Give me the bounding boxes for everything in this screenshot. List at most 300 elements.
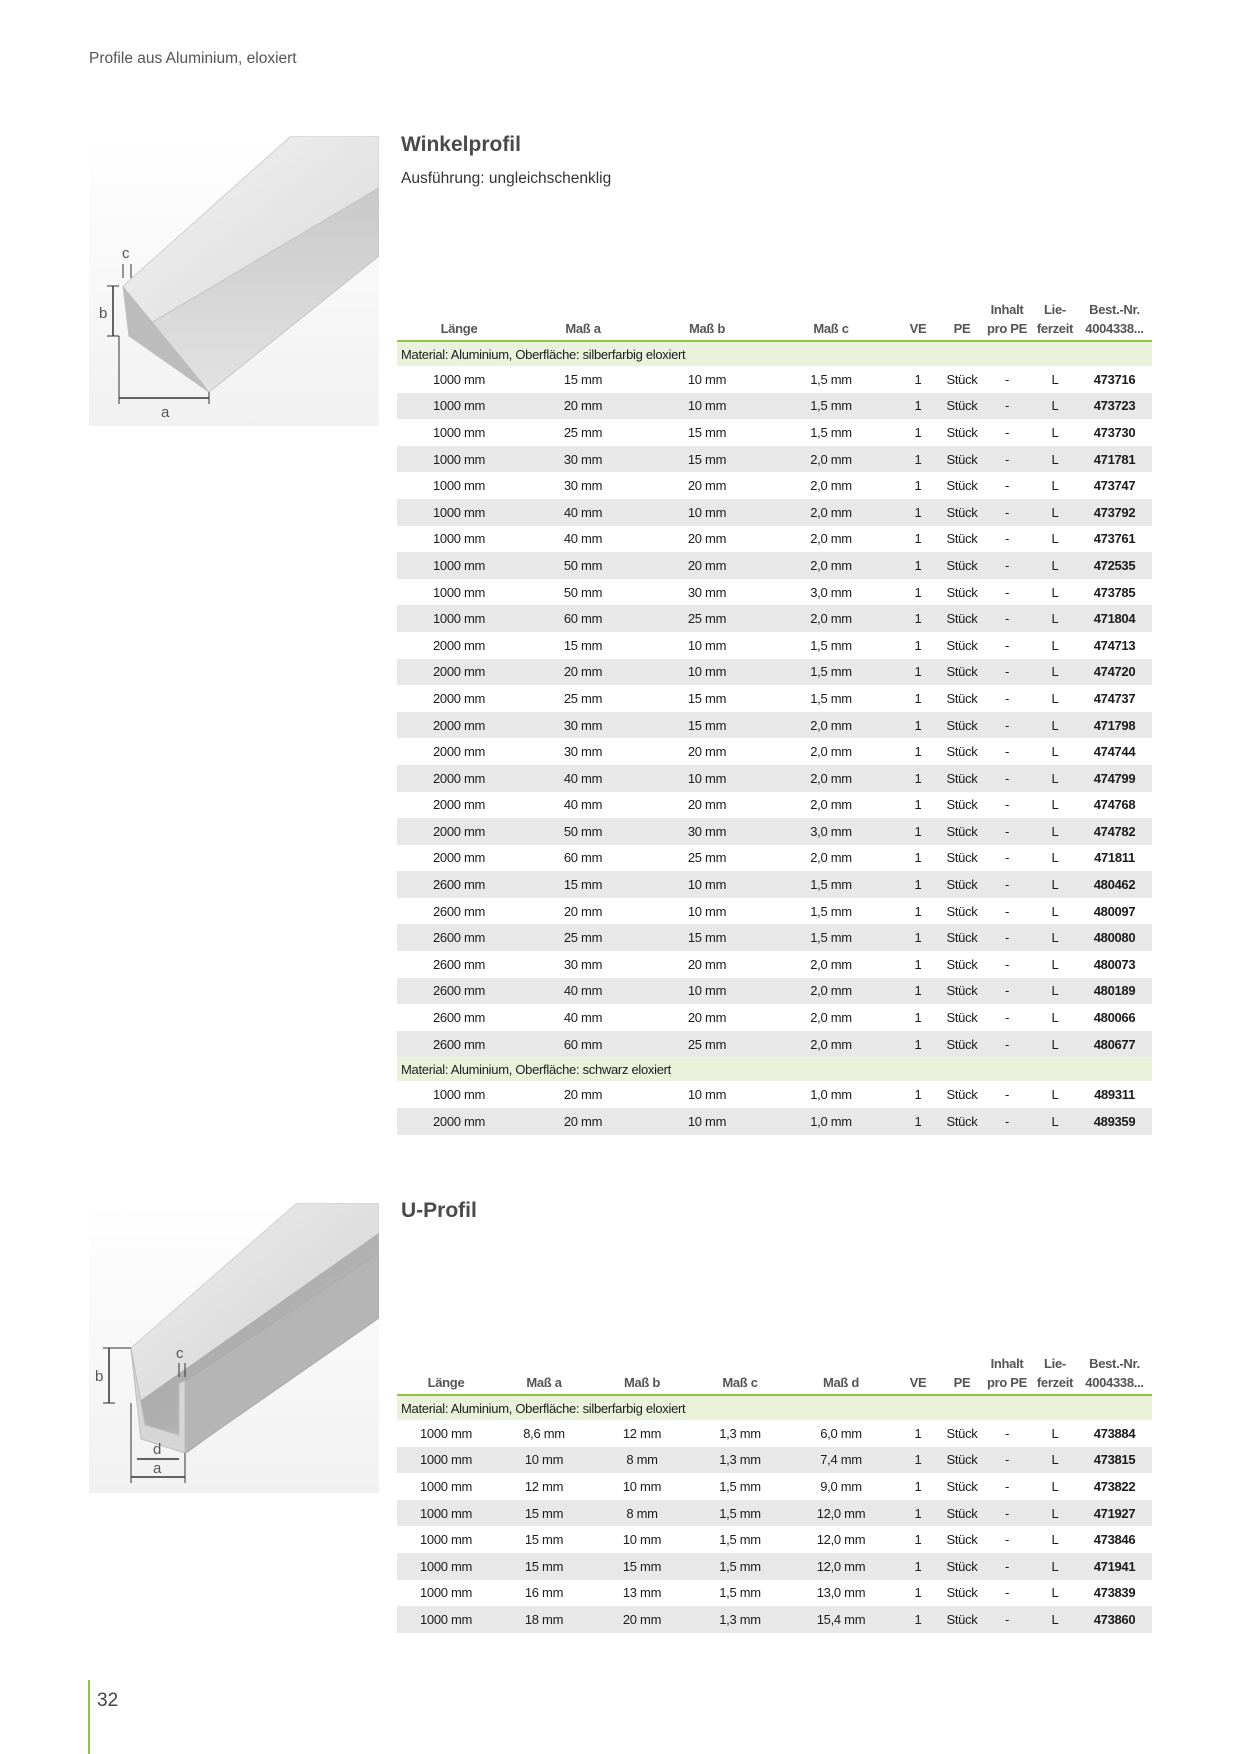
table-cell: 15 mm: [593, 1553, 691, 1580]
table-cell: 8 mm: [593, 1447, 691, 1474]
col-header-inhalt: [981, 1352, 1033, 1395]
table-cell: L: [1051, 903, 1059, 919]
table-cell: 1: [914, 1585, 922, 1601]
table-cell: 10 mm: [622, 1478, 662, 1494]
table-cell: 12,0 mm: [816, 1532, 866, 1548]
table-cell: L: [1033, 446, 1077, 473]
table-row: [397, 1526, 1152, 1553]
table-cell: 1: [914, 1425, 922, 1441]
table-cell: 15 mm: [524, 1532, 564, 1548]
table-row: [397, 605, 1152, 632]
table-row: [397, 1580, 1152, 1607]
table-cell: 1: [914, 690, 922, 706]
dim-label-a: a: [161, 404, 170, 421]
col-header-ve: VE: [893, 1352, 943, 1395]
col-header-bestnr-line1: Best.-Nr.: [1089, 1356, 1140, 1371]
col-header-lieferzeit-line1: Lie-: [1044, 1356, 1066, 1371]
table-cell: Stück: [943, 393, 981, 420]
table-cell: 1: [914, 956, 922, 972]
table-cell: 1: [914, 903, 922, 919]
order-number-cell: 473839: [1093, 1585, 1136, 1601]
col-header-laenge: Länge: [397, 1352, 495, 1395]
table-cell: L: [1033, 818, 1077, 845]
table-cell: 1,5 mm: [769, 659, 893, 686]
table-cell: 1000 mm: [397, 1447, 495, 1474]
table-cell: 1: [914, 371, 922, 387]
table-cell: 1000 mm: [397, 1553, 495, 1580]
table-cell: Stück: [946, 1087, 978, 1103]
table-cell: Stück: [943, 446, 981, 473]
table-cell: 1: [893, 1500, 943, 1527]
table-cell: -: [1004, 797, 1010, 813]
table-cell: 1: [914, 1532, 922, 1548]
order-number-cell: 473730: [1093, 424, 1136, 440]
table-row: [397, 366, 1152, 393]
running-header: Profile aus Aluminium, eloxiert: [89, 50, 297, 67]
table-row: [397, 792, 1152, 819]
dim-label-b: b: [99, 305, 108, 322]
table-cell: 1: [893, 1108, 943, 1135]
table-cell: 1: [893, 978, 943, 1005]
table-cell: Stück: [946, 744, 978, 760]
order-number-cell: 471811: [1094, 850, 1135, 866]
table-cell: 2,0 mm: [810, 1010, 852, 1026]
table-cell: 10 mm: [495, 1447, 593, 1474]
dim-label-c: c: [176, 1345, 184, 1362]
table-cell: Stück: [943, 659, 981, 686]
table-cell: -: [981, 1500, 1033, 1527]
table-cell: -: [981, 924, 1033, 951]
table-row: [397, 659, 1152, 686]
table-cell: L: [1033, 1606, 1077, 1633]
table-cell: 20 mm: [687, 478, 727, 494]
table-cell: -: [1004, 424, 1010, 440]
table-cell: L: [1051, 584, 1059, 600]
table-cell: 1: [893, 712, 943, 739]
table-cell: 60 mm: [563, 850, 603, 866]
table-cell: 15 mm: [687, 690, 727, 706]
table-cell: 30 mm: [687, 584, 727, 600]
table-cell: 20 mm: [687, 531, 727, 547]
table-cell: 10 mm: [645, 659, 769, 686]
table-cell: 2,0 mm: [810, 850, 852, 866]
table-row: [397, 898, 1152, 925]
table-cell: -: [1004, 478, 1010, 494]
order-number-cell: 473860: [1077, 1606, 1152, 1633]
table-cell: Stück: [946, 424, 978, 440]
table-cell: 12 mm: [622, 1425, 662, 1441]
table-cell: 1000 mm: [419, 1478, 473, 1494]
table-cell: Stück: [946, 850, 978, 866]
table-cell: -: [1004, 744, 1010, 760]
table-cell: 25 mm: [645, 605, 769, 632]
table-cell: 1000 mm: [432, 1087, 486, 1103]
table-row: [397, 1081, 1152, 1108]
table-cell: 2,0 mm: [769, 552, 893, 579]
table-cell: 1: [893, 446, 943, 473]
table-cell: -: [1004, 1087, 1010, 1103]
table-cell: 1: [893, 818, 943, 845]
table-cell: 1,0 mm: [810, 1087, 852, 1103]
order-number-cell: 480677: [1077, 1031, 1152, 1058]
table-cell: 12,0 mm: [789, 1553, 893, 1580]
table-cell: L: [1051, 1010, 1059, 1026]
table-cell: 2000 mm: [397, 712, 521, 739]
table-cell: -: [981, 659, 1033, 686]
table-cell: -: [981, 712, 1033, 739]
table-cell: -: [1004, 584, 1010, 600]
table-cell: 25 mm: [687, 850, 727, 866]
table-cell: 2600 mm: [397, 978, 521, 1005]
table-cell: L: [1051, 531, 1059, 547]
col-header-inhalt-line1: Inhalt: [990, 1356, 1024, 1371]
col-header-bestnr-line2: 4004338...: [1085, 321, 1144, 336]
order-number-cell: 471804: [1077, 605, 1152, 632]
col-header-mass-c: Maß c: [769, 298, 893, 341]
table-cell: 50 mm: [521, 552, 645, 579]
table-cell: 1,5 mm: [691, 1553, 789, 1580]
table-cell: L: [1033, 712, 1077, 739]
table-cell: 2,0 mm: [810, 744, 852, 760]
table-row: [397, 1108, 1152, 1135]
table-cell: 6,0 mm: [820, 1425, 862, 1441]
table-cell: 20 mm: [521, 1108, 645, 1135]
table-cell: L: [1033, 978, 1077, 1005]
order-number-cell: 480189: [1077, 978, 1152, 1005]
col-header-bestnr-line2: 4004338...: [1085, 1375, 1144, 1390]
table-cell: 9,0 mm: [820, 1478, 862, 1494]
table-cell: -: [981, 499, 1033, 526]
col-header-bestnr-line1: Best.-Nr.: [1089, 302, 1140, 317]
table-cell: 2000 mm: [432, 690, 486, 706]
table-cell: 2,0 mm: [769, 499, 893, 526]
table-cell: 15 mm: [521, 871, 645, 898]
order-number-cell: 480462: [1077, 871, 1152, 898]
table-cell: 25 mm: [563, 690, 603, 706]
table-row: [397, 1004, 1152, 1031]
table-cell: 15,4 mm: [789, 1606, 893, 1633]
material-group-label: Material: Aluminium, Oberfläche: silberfarbig eloxiert: [397, 341, 1152, 366]
table-cell: 20 mm: [687, 956, 727, 972]
table-cell: 2000 mm: [432, 744, 486, 760]
table-cell: 2600 mm: [397, 924, 521, 951]
table-cell: -: [981, 1031, 1033, 1058]
table-cell: 1: [893, 765, 943, 792]
table-cell: 10 mm: [687, 637, 727, 653]
col-header-bestnr: [1077, 1352, 1152, 1395]
table-cell: 20 mm: [687, 797, 727, 813]
table-cell: L: [1033, 1447, 1077, 1474]
table-cell: 2600 mm: [397, 871, 521, 898]
order-number-cell: 472535: [1077, 552, 1152, 579]
table-cell: L: [1033, 393, 1077, 420]
table-cell: 1: [914, 424, 922, 440]
table-cell: L: [1051, 424, 1059, 440]
table-cell: 20 mm: [593, 1606, 691, 1633]
table-cell: 40 mm: [521, 765, 645, 792]
table-row: [397, 924, 1152, 951]
order-number-cell: 473815: [1077, 1447, 1152, 1474]
table-cell: 1: [893, 605, 943, 632]
table-cell: -: [1004, 1425, 1010, 1441]
table-cell: Stück: [943, 712, 981, 739]
table-cell: 1000 mm: [397, 393, 521, 420]
table-row: [397, 526, 1152, 553]
table-cell: -: [1004, 531, 1010, 547]
table-cell: 10 mm: [645, 871, 769, 898]
col-header-mass-a: Maß a: [495, 1352, 593, 1395]
table-cell: -: [1004, 1585, 1010, 1601]
col-header-pe: PE: [943, 298, 981, 341]
table-cell: 1: [914, 797, 922, 813]
order-number-cell: 474744: [1093, 744, 1136, 760]
table-cell: 1: [893, 1553, 943, 1580]
order-number-cell: 480066: [1093, 1010, 1136, 1026]
table-cell: 60 mm: [521, 1031, 645, 1058]
table-cell: L: [1051, 1087, 1059, 1103]
table-cell: L: [1033, 765, 1077, 792]
table-cell: -: [981, 978, 1033, 1005]
table-cell: -: [981, 605, 1033, 632]
table-cell: L: [1051, 850, 1059, 866]
table-cell: -: [1004, 637, 1010, 653]
order-number-cell: 473792: [1077, 499, 1152, 526]
table-cell: 30 mm: [521, 712, 645, 739]
table-cell: 7,4 mm: [789, 1447, 893, 1474]
table-cell: Stück: [943, 765, 981, 792]
order-number-cell: 474768: [1093, 797, 1136, 813]
table-cell: L: [1033, 499, 1077, 526]
table-cell: -: [981, 552, 1033, 579]
col-header-lieferzeit: [1033, 1352, 1077, 1395]
table-cell: -: [1004, 850, 1010, 866]
table-cell: 1: [893, 1447, 943, 1474]
table-cell: 10 mm: [645, 499, 769, 526]
table-cell: 1,5 mm: [691, 1500, 789, 1527]
table-cell: 20 mm: [687, 1010, 727, 1026]
table-row: [397, 712, 1152, 739]
table-cell: -: [981, 871, 1033, 898]
table-cell: 25 mm: [645, 1031, 769, 1058]
table-cell: -: [1004, 1532, 1010, 1548]
table-cell: L: [1051, 690, 1059, 706]
table-cell: 1,5 mm: [810, 903, 852, 919]
order-number-cell: 473846: [1093, 1532, 1136, 1548]
table-row: [397, 552, 1152, 579]
table-cell: 20 mm: [521, 659, 645, 686]
table-cell: 30 mm: [563, 478, 603, 494]
table-cell: L: [1051, 1478, 1059, 1494]
order-number-cell: 474713: [1093, 637, 1136, 653]
table-cell: 2000 mm: [397, 1108, 521, 1135]
table-cell: 1000 mm: [397, 1606, 495, 1633]
table-row: [397, 818, 1152, 845]
table-cell: 20 mm: [563, 1087, 603, 1103]
table-cell: 1: [914, 1478, 922, 1494]
table-cell: 1,5 mm: [810, 690, 852, 706]
table-cell: 1,5 mm: [719, 1585, 761, 1601]
order-number-cell: 471781: [1077, 446, 1152, 473]
table-cell: 1: [914, 478, 922, 494]
order-number-cell: 489359: [1077, 1108, 1152, 1135]
table-cell: Stück: [946, 478, 978, 494]
table-row: [397, 1500, 1152, 1527]
table-cell: 1000 mm: [432, 424, 486, 440]
table-cell: 1,5 mm: [769, 393, 893, 420]
table-cell: -: [981, 393, 1033, 420]
col-header-inhalt: [981, 298, 1033, 341]
table-cell: L: [1051, 797, 1059, 813]
table-cell: 8 mm: [593, 1500, 691, 1527]
table-cell: 2000 mm: [397, 659, 521, 686]
dim-label-b: b: [95, 1368, 104, 1385]
table-cell: -: [981, 1108, 1033, 1135]
table-cell: Stück: [946, 1532, 978, 1548]
table-cell: 40 mm: [563, 531, 603, 547]
order-number-cell: 474720: [1077, 659, 1152, 686]
table-cell: 1,5 mm: [769, 871, 893, 898]
table-cell: 2,0 mm: [810, 956, 852, 972]
table-cell: 1: [914, 584, 922, 600]
table-cell: 1,5 mm: [810, 424, 852, 440]
table-cell: -: [1004, 1478, 1010, 1494]
table-cell: 2000 mm: [397, 765, 521, 792]
table-cell: 2,0 mm: [769, 978, 893, 1005]
table-cell: 1: [893, 552, 943, 579]
table-cell: 2600 mm: [397, 1031, 521, 1058]
order-number-cell: 473884: [1093, 1425, 1136, 1441]
table-header-row: [397, 1352, 1152, 1395]
table-cell: 1: [893, 499, 943, 526]
table-cell: 30 mm: [645, 818, 769, 845]
col-header-mass-a: Maß a: [521, 298, 645, 341]
order-number-cell: 473822: [1093, 1478, 1136, 1494]
winkelprofil-photo: [89, 136, 379, 426]
table-cell: 1: [893, 871, 943, 898]
table-row: [397, 1553, 1152, 1580]
table-cell: 15 mm: [645, 712, 769, 739]
table-cell: 15 mm: [563, 637, 603, 653]
table-cell: -: [981, 1606, 1033, 1633]
table-cell: 40 mm: [521, 978, 645, 1005]
table-cell: 15 mm: [495, 1500, 593, 1527]
table-cell: Stück: [943, 499, 981, 526]
table-cell: Stück: [943, 1553, 981, 1580]
table-cell: Stück: [946, 371, 978, 387]
table-cell: 20 mm: [687, 744, 727, 760]
table-cell: 1000 mm: [432, 584, 486, 600]
table-cell: L: [1033, 1108, 1077, 1135]
table-cell: 1: [893, 924, 943, 951]
table-cell: 1,0 mm: [769, 1108, 893, 1135]
table-cell: 40 mm: [563, 797, 603, 813]
table-cell: 2,0 mm: [810, 797, 852, 813]
table-cell: 10 mm: [645, 1108, 769, 1135]
table-row: [397, 1473, 1152, 1500]
table-cell: Stück: [943, 818, 981, 845]
table-cell: 2600 mm: [432, 956, 486, 972]
table-cell: 1: [914, 531, 922, 547]
table-cell: 10 mm: [645, 765, 769, 792]
uprofil-photo: [89, 1203, 379, 1493]
winkelprofil-subtitle: Ausführung: ungleichschenklig: [401, 170, 612, 187]
col-header-pe: PE: [943, 1352, 981, 1395]
table-cell: 1,3 mm: [719, 1425, 761, 1441]
table-cell: L: [1033, 871, 1077, 898]
table-cell: 3,0 mm: [810, 584, 852, 600]
order-number-cell: 473723: [1077, 393, 1152, 420]
order-number-cell: 474782: [1077, 818, 1152, 845]
table-cell: Stück: [943, 1108, 981, 1135]
table-cell: L: [1051, 478, 1059, 494]
table-cell: 40 mm: [563, 1010, 603, 1026]
table-cell: Stück: [946, 1585, 978, 1601]
table-row: [397, 632, 1152, 659]
table-cell: Stück: [946, 903, 978, 919]
order-number-cell: 474737: [1093, 690, 1136, 706]
table-cell: Stück: [946, 956, 978, 972]
table-cell: 1,5 mm: [719, 1532, 761, 1548]
table-cell: 20 mm: [645, 552, 769, 579]
table-cell: L: [1051, 1425, 1059, 1441]
table-cell: 10 mm: [687, 371, 727, 387]
table-cell: -: [1004, 371, 1010, 387]
table-row: [397, 685, 1152, 712]
table-cell: Stück: [946, 584, 978, 600]
material-group-label: Material: Aluminium, Oberfläche: silberfarbig eloxiert: [397, 1395, 1152, 1420]
table-cell: Stück: [943, 1500, 981, 1527]
table-cell: 1000 mm: [432, 371, 486, 387]
table-cell: Stück: [943, 1031, 981, 1058]
order-number-cell: 471941: [1077, 1553, 1152, 1580]
table-cell: Stück: [946, 690, 978, 706]
table-cell: Stück: [946, 531, 978, 547]
table-cell: 10 mm: [645, 393, 769, 420]
table-cell: -: [981, 818, 1033, 845]
winkelprofil-title: Winkelprofil: [401, 133, 521, 156]
table-row: [397, 419, 1152, 446]
winkelprofil-table: [397, 298, 1152, 1135]
table-cell: L: [1051, 956, 1059, 972]
order-number-cell: 480097: [1093, 903, 1136, 919]
table-cell: 13,0 mm: [816, 1585, 866, 1601]
table-cell: 1: [914, 744, 922, 760]
table-cell: L: [1033, 1031, 1077, 1058]
table-cell: -: [981, 765, 1033, 792]
table-cell: 30 mm: [563, 956, 603, 972]
table-cell: 2,0 mm: [769, 765, 893, 792]
table-cell: 1,5 mm: [810, 371, 852, 387]
col-header-mass-b: Maß b: [593, 1352, 691, 1395]
table-row: [397, 738, 1152, 765]
table-cell: 1: [893, 393, 943, 420]
col-header-mass-c: Maß c: [691, 1352, 789, 1395]
material-group-row: [397, 341, 1152, 366]
table-cell: 16 mm: [524, 1585, 564, 1601]
table-cell: L: [1051, 1585, 1059, 1601]
table-cell: 1,5 mm: [719, 1478, 761, 1494]
table-cell: 1000 mm: [419, 1425, 473, 1441]
table-cell: 50 mm: [521, 818, 645, 845]
table-cell: 2600 mm: [432, 903, 486, 919]
table-cell: 2,0 mm: [769, 605, 893, 632]
table-row: [397, 393, 1152, 420]
table-cell: Stück: [946, 1010, 978, 1026]
col-header-laenge: Länge: [397, 298, 521, 341]
table-cell: L: [1051, 371, 1059, 387]
table-cell: 10 mm: [645, 978, 769, 1005]
table-cell: L: [1033, 659, 1077, 686]
